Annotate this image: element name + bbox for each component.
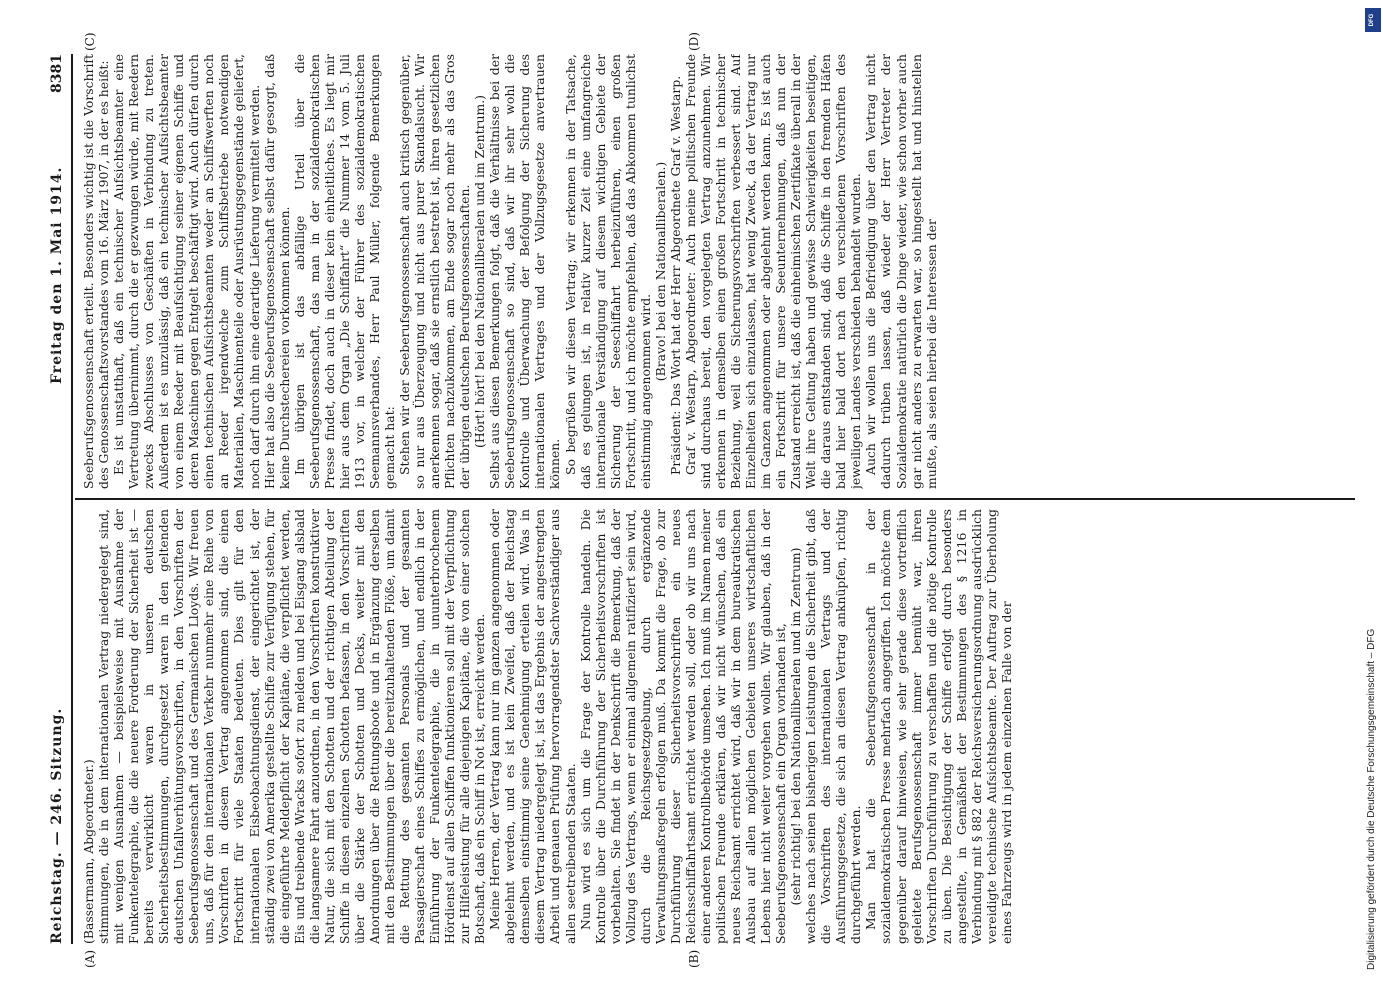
- dfg-logo-text: DFG: [1369, 13, 1375, 27]
- paragraph: Nun wird es sich um die Frage der Kontrolle handeln. Die Kontrolle über die Durchführung der Sicherheitsvorschriften ist vorbehalten. Sie findet in der Denkschrift die Bemerkung, daß der Vollzug des Vertrags, wenn er einmal allgemein ratifiziert sein wird, durch die Reichsgesetzgebung, durch ergänzende Verwaltungsmaßregeln erfolgen muß. Da kommt die Frage, ob zur Durchführung dieser Sicherheitsvorschriften ein neues Reichsschiffahrtsamt errichtet werden soll, oder ob wir uns nach einer anderen Kontrollbehörde umsehen. Ich muß im Namen meiner politischen Freunde erklären, daß wir nicht wünschen, daß ein neues Reichsamt errichtet wird, daß wir in dem bureaukratischen Ausbau auf allen möglichen Gebieten unseres wirtschaftlichen Lebens hier nicht weiter vorgehen wollen. Wir glauben, daß in der Seeberufsgenossenschaft ein Organ vorhanden ist,: [577, 509, 789, 944]
- paragraph: Man hat die Seeberufsgenossenschaft in der sozialdemokratischen Presse mehrfach angegriffen. Ich möchte dem gegenüber darauf hinweisen, wie sehr gerade diese vortrefflich geleitete Berufsgenossenschaft immer bemüht war, ihren Vorschriften Durchführung zu verschaffen und die nötige Kontrolle zu üben. Die Besichtigung der Schiffe erfolgt durch besonders angestellte, in Gemäßheit der Bestimmungen des § 1216 in Verbindung mit § 882 der Reichsversicherungsordnung ausdrücklich vereidigte technische Aufsichtsbeamte. Der Auftrag zur Überholung eines Fahrzeugs wird in jedem einzelnen Falle von der: [863, 509, 1014, 944]
- paragraph: Seeberufsgenossenschaft erteilt. Besonders wichtig ist die Vorschrift des Genossenschaftsvorstandes vom 16. März 1907, in der es heißt:: [81, 54, 112, 489]
- header-rule: [71, 54, 73, 944]
- paragraph: Hier hat also die Seeberufsgenossenschaft selbst dafür gesorgt, daß keine Durchstechereien vorkommen können.: [261, 54, 292, 489]
- interjection: (Bravo! bei den Nationalliberalen.): [652, 161, 668, 382]
- paragraph: stimmungen, die in dem internationalen Vertrag niedergelegt sind, mit wenigen Ausnahmen — beispielsweise mit Ausnahme der Funkentelegraphie, die die neuere Forderung der Sicherheit ist — bereits verwirklicht waren in unseren deutschen Sicherheitsbestimmungen, durchgesetzt waren in den geltenden deutschen Unfallverhütungsvorschriften, in den Vorschriften der Seeberufsgenossenschaft und des Germanischen Lloyds. Wir freuen uns, daß für den internationalen Verkehr nunmehr eine Reihe von Vorschriften in diesem Vertrag angenommen sind, die einen Fortschritt für viele Staaten bedeuten. Dies gilt für den internationalen Eisbeobachtungsdienst, der eingerichtet ist, der ständig zwei von Amerika gestellte Schiffe zur Verfügung stehen, für die eingeführte Meldepflicht der Kapitäne, die verpflichtet werden, Eis und treibende Wracks sofort zu melden und bei Eisgang alsbald die langsamere Fahrt anzuordnen, in den Vorschriften konstruktiver Natur, die sich mit den Schotten und der richtigen Abteilung der Schiffe in diesen einzelnen Schotten befassen, in den Vorschriften über die Stärke der Schotten und Decks, weiter mit den Anordnungen über die Rettungsboote und in Ergänzung derselben mit den Bestimmungen über die bereitzuhaltenden Flöße, um damit die Rettung des gesamten Personals und der gesamten Passagierschaft eines Schiffes zu ermöglichen, und endlich in der Einführung der Funkentelegraphie, die in ununterbrochenem Hördienst auf allen Schiffen funktionieren soll mit der Verpflichtung zur Hilfeleistung für alle diejenigen Kapitäne, die von einer solchen Botschaft, daß ein Schiff in Not ist, erreicht werden.: [96, 509, 488, 944]
- margin-marker-d: (D): [687, 32, 701, 51]
- paragraph: Meine Herren, der Vertrag kann nur im ganzen angenommen oder abgelehnt werden, und es ist kein Zweifel, daß der Reichstag demselben einstimmig seine Genehmigung erteilen wird. Was in diesem Vertrag niedergelegt ist, ist das Ergebnis der angestrengten Arbeit und genauen Prüfung hervorragendster Sachverständiger aus allen seetreibenden Staaten.: [487, 509, 578, 944]
- paragraph: Im übrigen ist das abfällige Urteil über die Seeberufsgenossenschaft, das man in der sozialdemokratischen Presse findet, doch auch in dieser kein einheitliches. Es liegt mir hier aus dem Organ „Die Schiffahrt“ die Nummer 14 vom 5. Juli 1913 vor, in welcher der Führer des sozialdemokratischen Seemannsverbandes, Herr Paul Müller, folgende Bemerkungen gemacht hat:: [291, 54, 397, 489]
- paragraph: welches nach seinen bisherigen Leistungen die Sicherheit gibt, daß die Vorschriften des internationalen Vertrags und der Ausführungsgesetze, die sich an diesen Vertrag anknüpfen, richtig durchgeführt werden.: [803, 509, 864, 944]
- paragraph: Auch wir wollen uns die Befriedigung über den Vertrag nicht dadurch trüben lassen, daß wieder der Herr Vertreter der Sozialdemokratie natürlich die Dinge wieder, wie schon vorher auch gar nicht anders zu erwarten war, so hingestellt hat und hinstellen mußte, als seien hierbei die Interessen der: [863, 54, 939, 489]
- digitization-credit: [1366, 40, 1380, 970]
- margin-marker-a: (A): [83, 949, 97, 968]
- column-divider: [75, 498, 1355, 500]
- document-page: [47, 32, 1357, 968]
- interjection: (Hört! hört! bei den Nationalliberalen und im Zentrum.): [472, 95, 488, 449]
- interjection: (sehr richtig! bei den Nationalliberalen und im Zentrum): [788, 547, 804, 906]
- quotation: Stehen wir der Seeberufsgenossenschaft auch kritisch gegenüber, so nur aus Überzeugung und nicht aus purer Skandalsucht. Wir anerkennen sogar, daß sie ernstlich bestrebt ist, ihren gesetzlichen Pflichten nachzukommen, am Ende sogar noch mehr als das Gros der übrigen deutschen Berufsgenossenschaften.: [396, 54, 473, 489]
- margin-marker-c: (C): [83, 32, 97, 51]
- paragraph: So begrüßen wir diesen Vertrag; wir erkennen in der Tatsache, daß es gelungen ist, in relativ kurzer Zeit eine umfangreiche internationale Verständigung auf diesem wichtigen Gebiete der Sicherung der Seeschiffahrt herbeizuführen, einen großen Fortschritt, und ich möchte empfehlen, daß das Abkommen tunlichst einstimmig angenommen wird.: [562, 54, 653, 489]
- paragraph: Selbst aus diesen Bemerkungen folgt, daß die Verhältnisse bei der Seeberufsgenossenschaft so sind, daß wir ihr sehr wohl die Kontrolle und Überwachung der Befolgung der Sicherung des internationalen Vertrages und der Vollzugsgesetze anvertrauen können.: [487, 54, 563, 489]
- margin-marker-b: (B): [687, 949, 701, 968]
- quotation: Es ist unstatthaft, daß ein technischer Aufsichtsbeamter eine Vertretung übernimmt, durch die er gezwungen würde, mit Reedern zwecks Abschlusses von Geschäften in Verbindung zu treten. Außerdem ist es unzulässig, daß ein technischer Aufsichtsbeamter von einem Reeder mit Beaufsichtigung seiner eigenen Schiffe und deren Maschinen gegen Entgelt beschäftigt wird. Auch dürfen durch einen technischen Aufsichtsbeamten weder an Schiffswerften noch an Reeder irgendwelche zum Schiffsbetriebe notwendigen Materialien, Maschinenteile oder Ausrüstungsgegenstände geliefert, noch darf durch ihn eine derartige Lieferung vermittelt werden.: [111, 54, 262, 489]
- credit-text: Digitalisierung gefördert durch die Deutsche Forschungsgemeinschaft – DFG: [1366, 628, 1377, 970]
- text-column-right: [81, 54, 1351, 489]
- running-head-date: Freitag den 1. Mai 1914.: [49, 166, 65, 384]
- paragraph: Graf v. Westarp, Abgeordneter: Auch meine politischen Freunde sind durchaus bereit, den vorgelegten Vertrag anzunehmen. Wir erkennen in demselben einen großen Fortschritt in technischer Beziehung, weil die Sicherungsvorschriften verbessert sind. Auf Einzelheiten sich einzulassen, hat wenig Zweck, da der Vertrag nur im Ganzen angenommen oder abgelehnt werden kann. Es ist auch ein Fortschritt für unsere Seeunternehmungen, daß nun der Zustand erreicht ist, daß die einheimischen Zertifikate überall in der Welt ihre Geltung haben und gewisse Schwierigkeiten beseitigen, die daraus entstanden sind, daß die Schiffe in den fremden Häfen bald hier bald dort nach den verschiedenen Vorschriften des jeweiligen Landes verschieden behandelt wurden.: [682, 54, 864, 489]
- president-statement: Präsident: Das Wort hat der Herr Abgeordnete Graf v. Westarp.: [667, 75, 683, 475]
- dfg-logo: [1365, 8, 1381, 32]
- page-number: 8381: [49, 54, 65, 93]
- running-head-left: Reichstag. — 246. Sitzung.: [49, 707, 65, 944]
- text-column-left: [81, 509, 1351, 944]
- speaker-note: (Bassermann, Abgeordneter.): [81, 759, 96, 944]
- page-header: [47, 54, 73, 944]
